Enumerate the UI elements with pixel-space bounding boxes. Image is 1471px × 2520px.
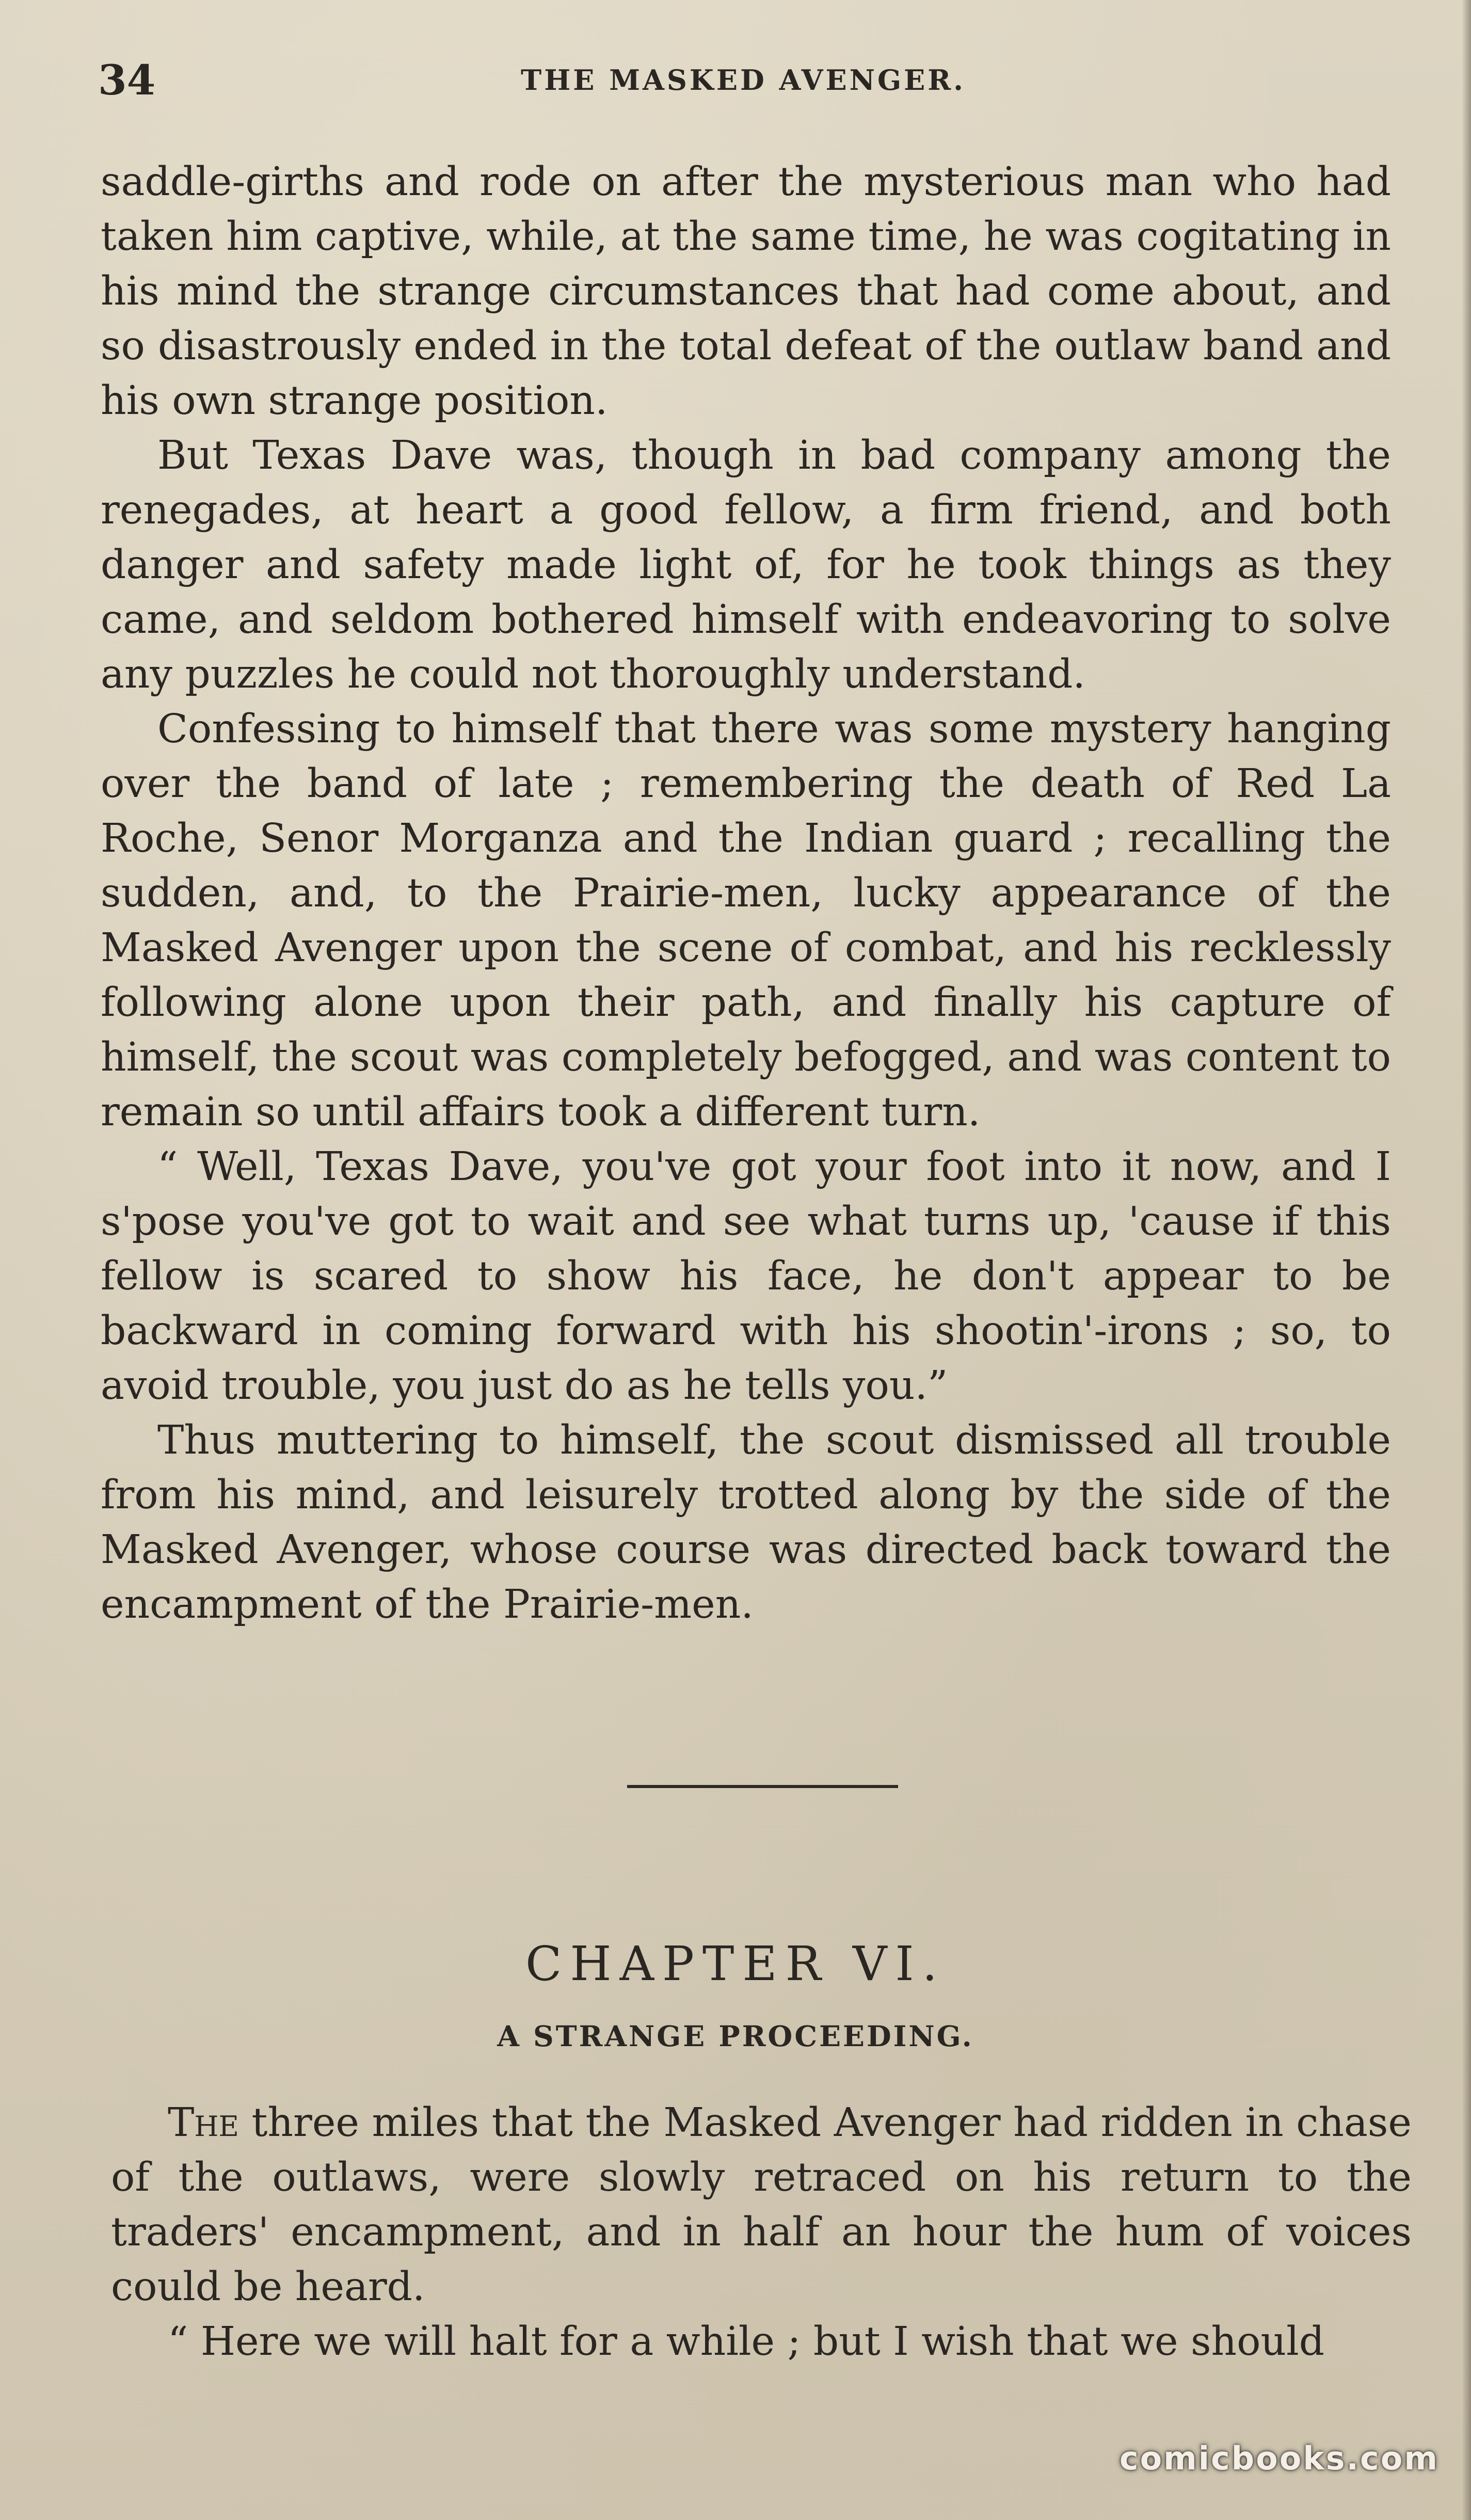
chapter-paragraph [111, 2096, 1412, 2315]
section-divider-rule [627, 1785, 898, 1788]
running-title: THE MASKED AVENGER. [521, 63, 966, 97]
chapter-subtitle: A STRANGE PROCEEDING. [497, 2019, 974, 2053]
paragraph: Thus muttering to himself, the scout dismissed all trouble from his mind, and leisurely trotted along by the side of the Masked Avenger, whose course was directed back toward the encampment of the Prairie-men. [101, 1417, 1391, 1628]
paragraph: But Texas Dave was, though in bad company among the renegades, at heart a good fellow, a firm friend, and both danger and safety made light of, for he took things as they came, and seldom bothered himself with endeavoring to solve any puzzles he could not thoroughly understand. [101, 433, 1391, 697]
watermark-text: comicbooks.com [1119, 2439, 1439, 2477]
paragraph: saddle-girths and rode on after the mysterious man who had taken him captive, while, at the same time, he was cogitating in his mind the strange circumstances that had come about, and so disastrously ended in the total defeat of the outlaw band and his own strange position. [101, 159, 1391, 424]
chapter-text [111, 2096, 1412, 2369]
chapter-paragraph-text: three miles that the Masked Avenger had ridden in chase of the outlaws, were slowly retraced on his return to the traders' encampment, and in half an hour the hum of voices could be heard. [111, 2100, 1412, 2310]
chapter-first-word: The [168, 2100, 239, 2146]
body-text [101, 155, 1391, 1632]
page-number: 34 [98, 56, 156, 104]
chapter-paragraph: “ Here we will halt for a while ; but I wish that we should [168, 2319, 1325, 2365]
page-edge-shadow [1462, 0, 1471, 2520]
page-header [98, 52, 1388, 108]
chapter-title: CHAPTER VI. [525, 1936, 946, 1991]
paragraph: Confessing to himself that there was some mystery hanging over the band of late ; remembering the death of Red La Roche, Senor Morganza and the Indian guard ; recalling the sudden, and, to the Prairie-men, lucky appearance of the Masked Avenger upon the scene of combat, and his recklessly following alone upon their path, and finally his capture of himself, the scout was completely befogged, and was content to remain so until affairs took a different turn. [101, 706, 1391, 1135]
paragraph: “ Well, Texas Dave, you've got your foot into it now, and I s'pose you've got to wait and see what turns up, 'cause if this fellow is scared to show his face, he don't appear to be backward in coming forward with his shootin'-irons ; so, to avoid trouble, you just do as he tells you.” [101, 1144, 1391, 1409]
